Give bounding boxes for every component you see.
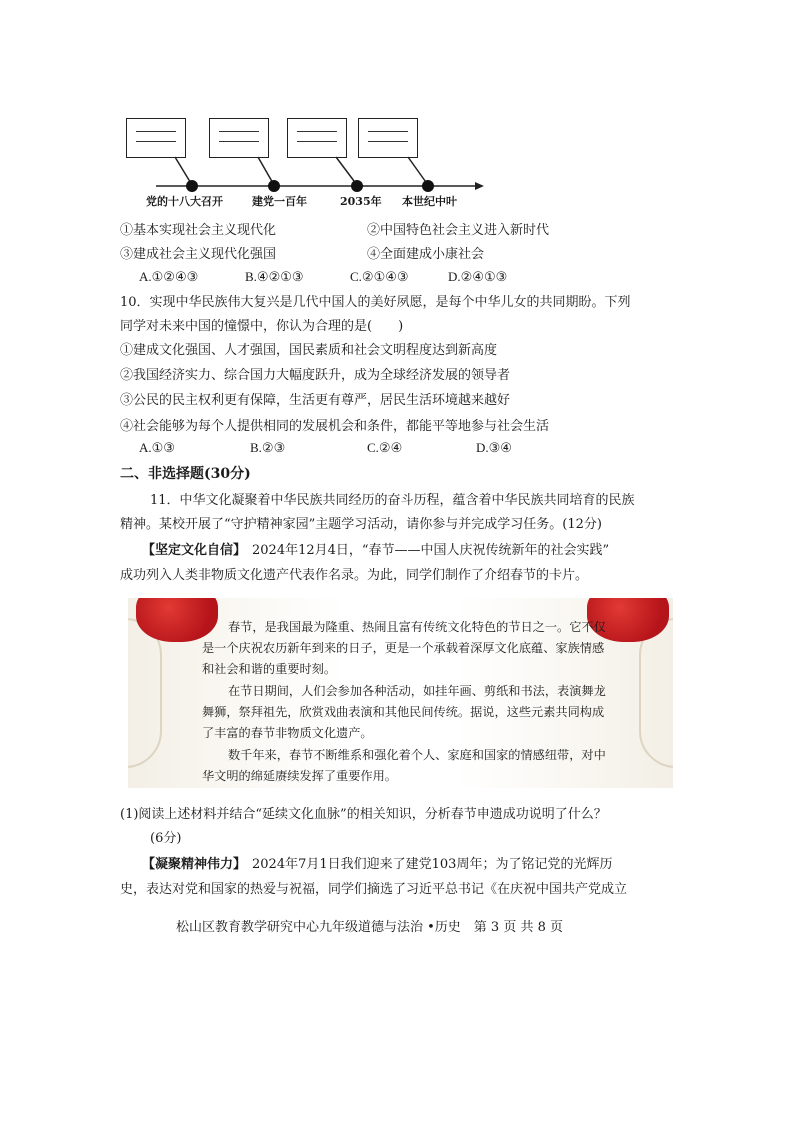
q11-part2-line2: 史，表达对党和国家的热爱与祝福，同学们摘选了习近平总书记《在庆祝中国共产党成立: [120, 882, 628, 897]
q9-item-1: ①基本实现社会主义现代化: [120, 223, 277, 238]
q10-item-4: ④社会能够为每个人提供相同的发展机会和条件，都能平等地参与社会生活: [120, 419, 550, 434]
section-2-heading: 二、非选择题(30分): [120, 466, 251, 482]
card-line-7: 数千年来，春节不断维系和强化着个人、家庭和国家的情感纽带，对中: [228, 748, 606, 762]
card-line-6: 了丰富的春节非物质文化遗产。: [202, 726, 373, 740]
page-footer: 松山区教育教学研究中心九年级道德与法治 •历史 第 3 页 共 8 页: [176, 920, 564, 935]
card-line-5: 舞狮，祭拜祖先，欣赏戏曲表演和其他民间传统。据说，这些元素共同构成: [202, 705, 605, 719]
timeline-dot-3: [351, 180, 363, 192]
q10-option-c[interactable]: C.②④: [367, 440, 403, 455]
card-line-4: 在节日期间，人们会参加各种活动，如挂年画、剪纸和书法，表演舞龙: [228, 684, 606, 698]
q11-part1-line2: 成功列入人类非物质文化遗产代表作名录。为此，同学们制作了介绍春节的卡片。: [120, 568, 589, 583]
q9-item-4: ④全面建成小康社会: [367, 247, 485, 262]
timeline-connectors: [0, 0, 794, 200]
timeline-dot-2: [268, 180, 280, 192]
q9-item-2: ②中国特色社会主义进入新时代: [367, 223, 550, 238]
card-line-8: 华文明的绵延赓续发挥了重要作用。: [202, 769, 397, 783]
q11-part2-title: 【凝聚精神伟力】: [142, 857, 247, 872]
q11-sub1-line1: (1)阅读上述材料并结合“延续文化血脉”的相关知识，分析春节申遗成功说明了什么？: [120, 807, 607, 822]
q9-option-c[interactable]: C.②①④③: [350, 269, 409, 284]
q11-part2-line1: 2024年7月1日我们迎来了建党103周年；为了铭记党的光辉历: [252, 857, 613, 872]
timeline-dot-4: [422, 180, 434, 192]
q10-option-b[interactable]: B.②③: [250, 440, 286, 455]
q9-item-3: ③建成社会主义现代化强国: [120, 247, 277, 262]
timeline-label-4: 本世纪中叶: [402, 195, 457, 208]
spring-festival-card: [128, 598, 673, 788]
q9-option-b[interactable]: B.④②①③: [245, 269, 304, 284]
timeline-label-1: 党的十八大召开: [146, 195, 223, 208]
q9-option-d[interactable]: D.②④①③: [448, 269, 508, 284]
q10-option-a[interactable]: A.①③: [139, 440, 175, 455]
q10-item-2: ②我国经济实力、综合国力大幅度跃升，成为全球经济发展的领导者: [120, 368, 511, 383]
lantern-left-icon: [136, 598, 218, 642]
q10-item-1: ①建成文化强国、人才强国，国民素质和社会文明程度达到新高度: [120, 343, 498, 358]
q11-part1-title: 【坚定文化自信】: [142, 543, 247, 558]
q9-option-a[interactable]: A.①②④③: [139, 269, 199, 284]
q11-stem-line2: 精神。某校开展了“守护精神家园”主题学习活动，请你参与并完成学习任务。(12分): [120, 517, 602, 532]
card-line-3: 和社会和谐的重要时刻。: [202, 662, 337, 676]
q10-option-d[interactable]: D.③④: [476, 440, 512, 455]
card-line-1: 春节，是我国最为隆重、热闹且富有传统文化特色的节日之一。它不仅: [228, 620, 606, 634]
q11-sub1-line2: (6分): [150, 831, 182, 846]
card-line-2: 是一个庆祝农历新年到来的日子，更是一个承载着深厚文化底蕴、家族情感: [202, 641, 605, 655]
q11-stem-line1: 11．中华文化凝聚着中华民族共同经历的奋斗历程，蕴含着中华民族共同培育的民族: [150, 493, 635, 508]
q11-part1-line1: 2024年12月4日，“春节——中国人庆祝传统新年的社会实践”: [252, 543, 610, 558]
q10-stem-line1: 10．实现中华民族伟大复兴是几代中国人的美好夙愿，是每个中华儿女的共同期盼。下列: [120, 295, 631, 310]
timeline-label-2: 建党一百年: [252, 195, 307, 208]
q10-stem-line2: 同学对未来中国的憧憬中，你认为合理的是( ): [120, 319, 404, 334]
q10-item-3: ③公民的民主权利更有保障，生活更有尊严，居民生活环境越来越好: [120, 393, 511, 408]
timeline-label-3: 2035年: [340, 195, 382, 208]
timeline-dot-1: [186, 180, 198, 192]
card-left-frame-ornament: [128, 618, 162, 768]
